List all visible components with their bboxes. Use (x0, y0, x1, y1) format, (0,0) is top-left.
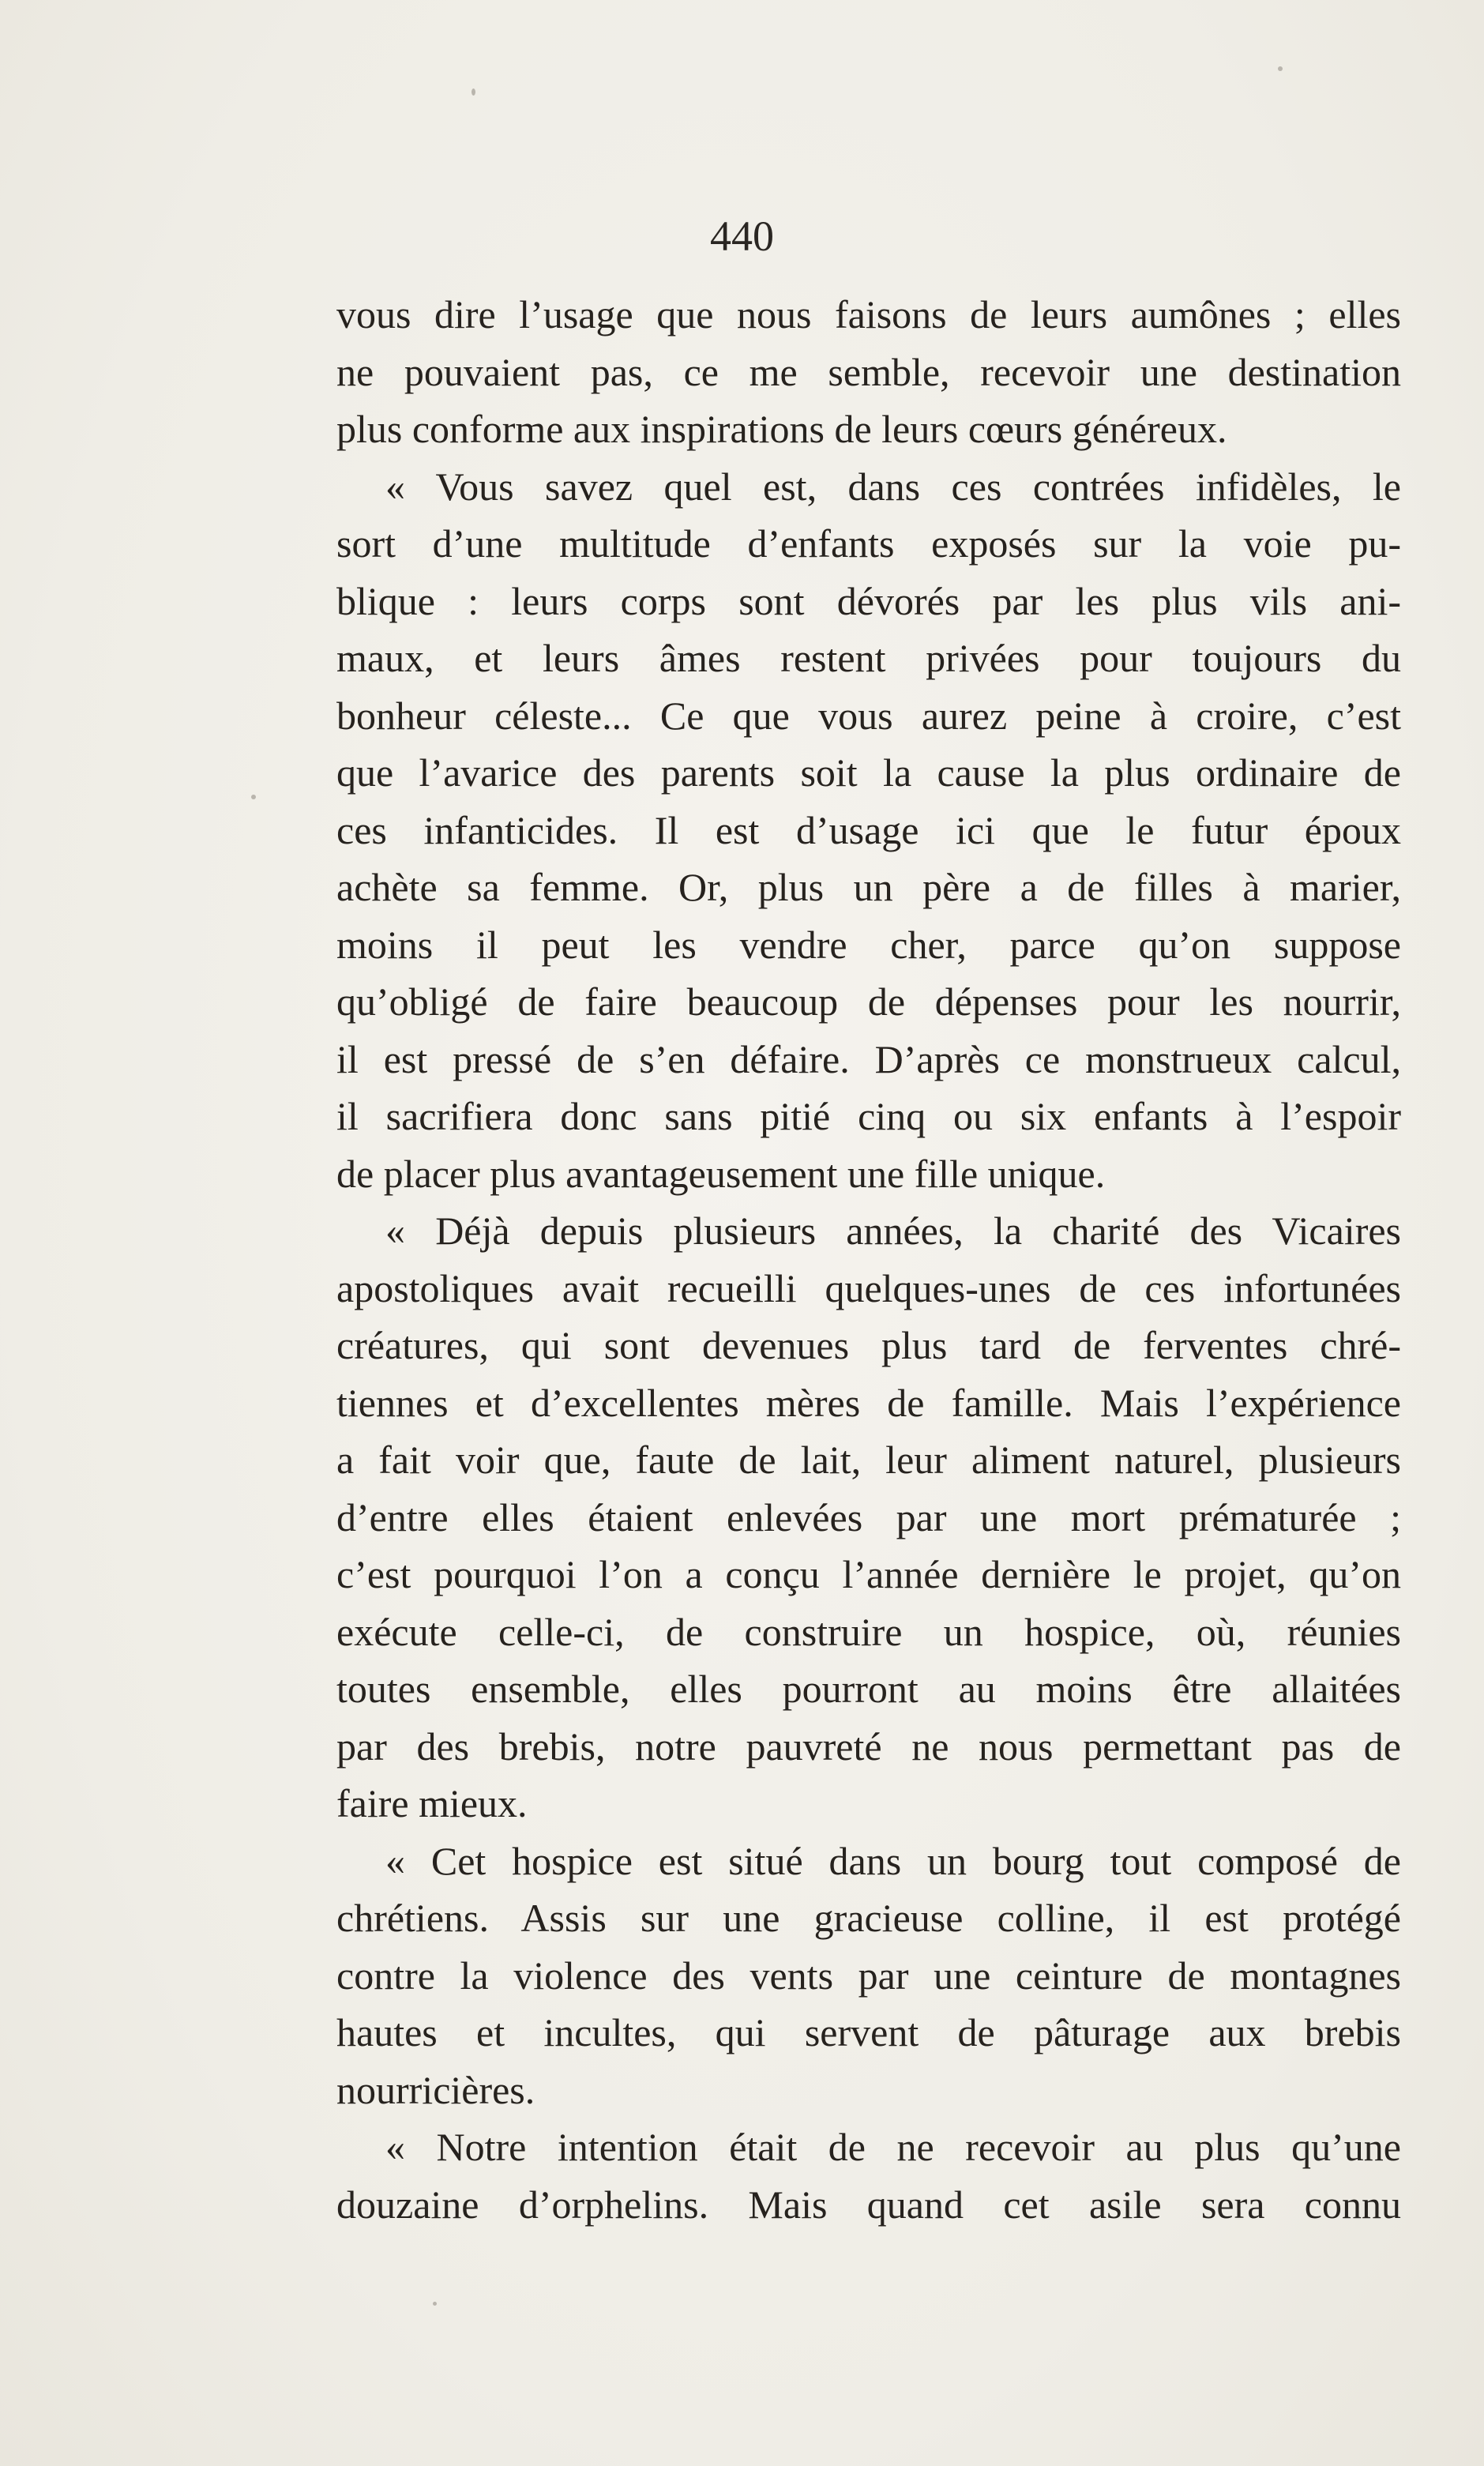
text-line: vous dire l’usage que nous faisons de leurs aumônes ; elles (336, 292, 1401, 336)
text-line: a fait voir que, faute de lait, leur aliment naturel, plusieurs (336, 1438, 1401, 1482)
page-number: 440 (710, 212, 774, 260)
text-line: que l’avarice des parents soit la cause la plus ordinaire de (336, 750, 1401, 795)
text-line: apostoliques avait recueilli quelques-unes de ces infortunées (336, 1265, 1401, 1310)
text-line: exécute celle-ci, de construire un hospice, où, réunies (336, 1609, 1401, 1654)
text-line: sort d’une multitude d’enfants exposés sur la voie pu- (336, 521, 1401, 566)
paper-speck (1278, 66, 1283, 71)
text-line: « Notre intention était de ne recevoir au plus qu’une (385, 2125, 1401, 2169)
text-line: tiennes et d’excellentes mères de famille. Mais l’expérience (336, 1380, 1401, 1425)
text-line: contre la violence des vents par une ceinture de montagnes (336, 1953, 1401, 1998)
text-line: toutes ensemble, elles pourront au moins être allaitées (336, 1667, 1401, 1711)
text-line: « Cet hospice est situé dans un bourg tout composé de (385, 1838, 1401, 1883)
text-line: achète sa femme. Or, plus un père a de filles à marier, (336, 865, 1401, 909)
text-line: maux, et leurs âmes restent privées pour toujours du (336, 636, 1401, 680)
text-line: douzaine d’orphelins. Mais quand cet asile sera connu (336, 2182, 1401, 2227)
text-line: « Déjà depuis plusieurs années, la charité des Vicaires (385, 1209, 1401, 1253)
text-line: chrétiens. Assis sur une gracieuse colline, il est protégé (336, 1896, 1401, 1940)
paper-speck (433, 2302, 437, 2306)
paper-speck (471, 88, 475, 96)
text-line: qu’obligé de faire beaucoup de dépenses pour les nourrir, (336, 979, 1401, 1024)
text-line: il est pressé de s’en défaire. D’après ce monstrueux calcul, (336, 1036, 1401, 1081)
body-text (336, 286, 1401, 2233)
text-line: faire mieux. (336, 1781, 528, 1825)
text-line: de placer plus avantageusement une fille unique. (336, 1151, 1106, 1196)
text-line: c’est pourquoi l’on a conçu l’année dernière le projet, qu’on (336, 1552, 1401, 1596)
text-line: ces infanticides. Il est d’usage ici que le futur époux (336, 807, 1401, 852)
text-line: il sacrifiera donc sans pitié cinq ou six enfants à l’espoir (336, 1094, 1401, 1138)
text-line: d’entre elles étaient enlevées par une mort prématurée ; (336, 1494, 1401, 1539)
text-line: nourricières. (336, 2067, 535, 2112)
paper-speck (251, 795, 256, 799)
text-line: hautes et incultes, qui servent de pâturage aux brebis (336, 2010, 1401, 2054)
text-line: plus conforme aux inspirations de leurs cœurs généreux. (336, 407, 1227, 451)
text-line: « Vous savez quel est, dans ces contrées infidèles, le (385, 464, 1401, 509)
text-line: moins il peut les vendre cher, parce qu’on suppose (336, 922, 1401, 967)
text-line: créatures, qui sont devenues plus tard de ferventes chré- (336, 1323, 1401, 1367)
text-line: ne pouvaient pas, ce me semble, recevoir une destination (336, 349, 1401, 394)
text-line: par des brebis, notre pauvreté ne nous permettant pas de (336, 1724, 1401, 1769)
text-line: blique : leurs corps sont dévorés par les plus vils ani- (336, 578, 1401, 623)
text-line: bonheur céleste... Ce que vous aurez peine à croire, c’est (336, 693, 1401, 738)
